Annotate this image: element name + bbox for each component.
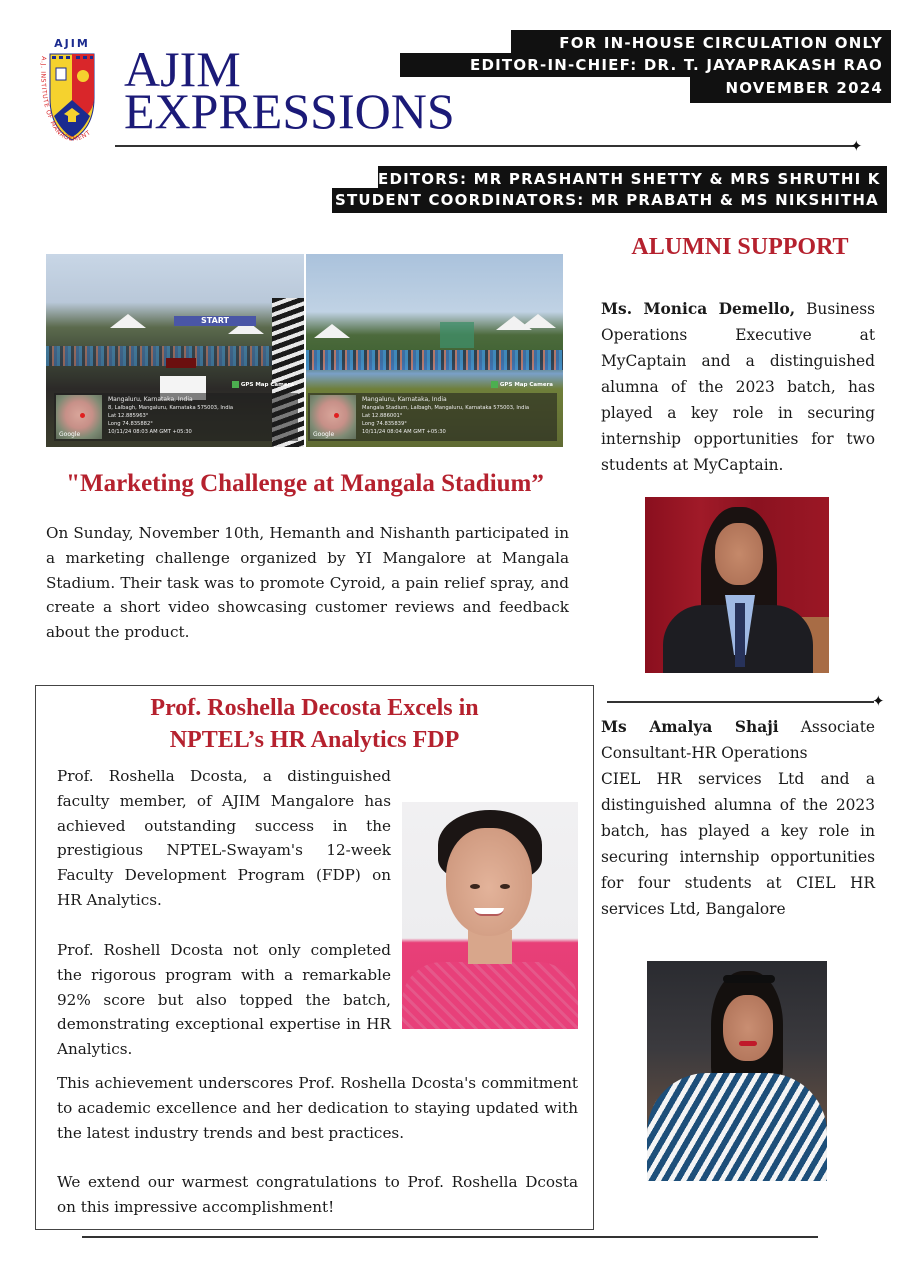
map-thumbnail xyxy=(310,395,356,439)
gps-overlay xyxy=(54,382,298,441)
issue-date-label: NOVEMBER 2024 xyxy=(690,76,891,103)
prof-roshella-photo xyxy=(402,802,578,1029)
alumni-divider xyxy=(607,701,874,703)
marketing-article-body: On Sunday, November 10th, Hemanth and Nishanth participated in a marketing challenge organized by YI Mangalore at Mangala Stadium. Their task was to promote Cyroid, a pain relief spray, and create a short video showcasing customer reviews and feedback about the product. xyxy=(46,524,569,642)
gps-lat: Lat 12.885963° xyxy=(108,413,149,419)
gps-badge-label: GPS Map Camera xyxy=(499,382,553,388)
map-pin-icon xyxy=(334,413,339,418)
alumni-support-title: ALUMNI SUPPORT xyxy=(631,234,849,260)
map-provider-label: Google xyxy=(59,431,81,438)
alumni-amalya-description: CIEL HR services Ltd and a distinguished alumna of the 2023 batch, has played a key role in securing internship opportunities for four students at CIEL HR services Ltd, Bangalore xyxy=(601,770,875,918)
student-coordinators-label: STUDENT COORDINATORS: MR PRABATH & MS NIKSHITHA xyxy=(332,188,887,213)
gps-long: Long 74.835839° xyxy=(362,421,407,427)
gps-camera-icon xyxy=(232,381,239,388)
fdp-paragraph-2: Prof. Roshell Dcosta not only completed the rigorous program with a remarkable 92% score but also topped the batch, demonstrating exceptional expertise in HR Analytics. xyxy=(57,941,391,1059)
map-thumbnail xyxy=(56,395,102,439)
gps-location: Mangaluru, Karnataka, India xyxy=(362,396,447,403)
editors-label: EDITORS: MR PRASHANTH SHETTY & MRS SHRUTHI K xyxy=(378,166,887,190)
sparkle-icon: ✦ xyxy=(872,692,885,710)
circulation-label: FOR IN-HOUSE CIRCULATION ONLY xyxy=(511,30,891,54)
event-photo-start-gate xyxy=(46,254,304,447)
gps-lat: Lat 12.886001° xyxy=(362,413,403,419)
sparkle-icon: ✦ xyxy=(850,137,863,155)
gps-address: 8, Lalbagh, Mangaluru, Karnataka 575003, India xyxy=(108,405,234,411)
logo-ring-text: A.J. INSTITUTE OF MANAGEMENT xyxy=(39,56,93,143)
alumni-monica-text xyxy=(601,296,875,478)
fdp-paragraph-4: We extend our warmest congratulations to Prof. Roshella Dcosta on this impressive accomplishment! xyxy=(57,1173,578,1216)
map-provider-label: Google xyxy=(313,431,335,438)
logo-acronym: AJIM xyxy=(54,37,90,50)
fdp-title-line-2: NPTEL’s HR Analytics FDP xyxy=(169,727,460,753)
title-line-1: AJIM xyxy=(124,41,241,97)
amalya-shaji-photo xyxy=(647,961,827,1181)
monica-demello-photo xyxy=(645,497,829,673)
fdp-paragraph-3: This achievement underscores Prof. Roshella Dcosta's commitment to academic excellence and her dedication to staying updated with the latest industry trends and best practices. xyxy=(57,1074,578,1142)
gps-camera-icon xyxy=(491,381,498,388)
event-photo-stadium-ground xyxy=(306,254,563,447)
alumni-monica-name: Ms. Monica Demello, xyxy=(601,300,796,318)
alumni-monica-description: Business Operations Executive at MyCaptain and a distinguished alumna of the 2023 batch, has played a key role in securing internship opportunities for two students at MyCaptain. xyxy=(601,300,875,474)
gps-timestamp: 10/11/24 08:04 AM GMT +05:30 xyxy=(362,429,446,435)
map-pin-icon xyxy=(80,413,85,418)
alumni-amalya-role: Associate Consultant-HR Operations xyxy=(601,718,875,762)
gps-location: Mangaluru, Karnataka, India xyxy=(108,396,193,403)
fdp-paragraph-1: Prof. Roshella Dcosta, a distinguished faculty member, of AJIM Mangalore has achieved outstanding success in the prestigious NPTEL-Swayam's 12-week Faculty Development Program (FDP) on HR Analytics. xyxy=(57,767,391,909)
alumni-amalya-name: Ms Amalya Shaji xyxy=(601,718,779,736)
gps-address: Mangala Stadium, Lalbagh, Mangaluru, Karnataka 575003, India xyxy=(362,405,530,411)
editor-in-chief-label: EDITOR-IN-CHIEF: DR. T. JAYAPRAKASH RAO xyxy=(400,53,891,77)
footer-divider xyxy=(82,1236,818,1238)
gps-timestamp: 10/11/24 08:03 AM GMT +05:30 xyxy=(108,429,192,435)
header-divider xyxy=(115,145,855,147)
gps-long: Long 74.835882° xyxy=(108,421,153,427)
gps-overlay xyxy=(308,382,557,441)
marketing-article-title: "Marketing Challenge at Mangala Stadium” xyxy=(66,470,544,497)
fdp-article-title xyxy=(35,692,594,756)
title-line-2: EXPRESSIONS xyxy=(124,83,455,139)
start-arch: START xyxy=(174,316,256,326)
alumni-amalya-text xyxy=(601,714,875,922)
ajim-logo xyxy=(36,36,108,148)
gps-badge-label: GPS Map Camera xyxy=(240,382,294,388)
fdp-title-line-1: Prof. Roshella Decosta Excels in xyxy=(150,695,479,721)
